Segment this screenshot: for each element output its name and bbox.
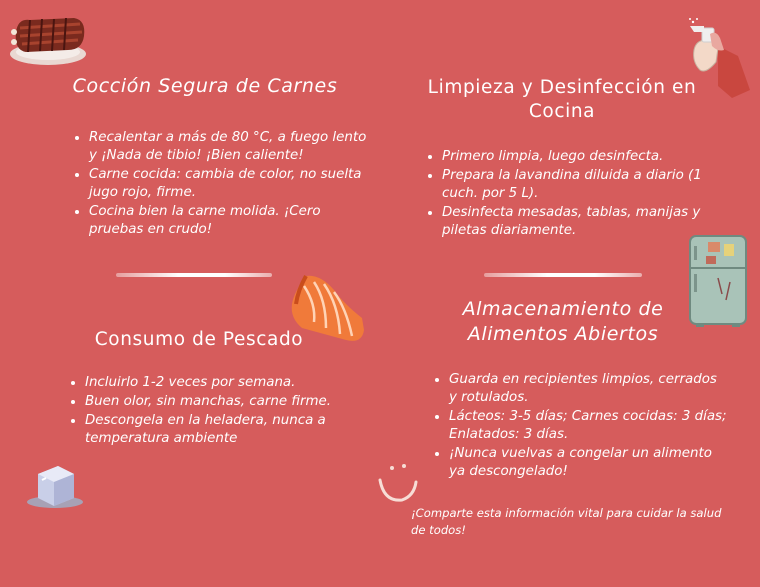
smiley-icon (374, 456, 422, 506)
list-item: • Recalentar a más de 80 °C, a fuego lento y ¡Nada de tibio! ¡Bien caliente! (89, 129, 369, 165)
list-item: • Carne cocida: cambia de color, no suelta jugo rojo, firme. (89, 166, 369, 202)
meat-section-title: Cocción Segura de Carnes (72, 75, 338, 97)
cleaning-list (424, 148, 734, 241)
divider-left (116, 273, 272, 277)
list-item: • Primero limpia, luego desinfecta. (442, 148, 734, 166)
cleaning-section-title: Limpieza y Desinfección en Cocina (427, 77, 697, 123)
divider-right (484, 273, 642, 277)
list-item: • Cocina bien la carne molida. ¡Cero pruebas en crudo! (89, 203, 369, 239)
storage-section-title: Almacenamiento de Alimentos Abiertos (462, 298, 664, 345)
fridge-icon (688, 234, 748, 328)
list-item: • Buen olor, sin manchas, carne firme. (85, 393, 375, 411)
list-item: • Desinfecta mesadas, tablas, manijas y piletas diariamente. (442, 204, 734, 240)
list-item: • Descongela en la heladera, nunca a temperatura ambiente (85, 412, 375, 448)
list-item: • Guarda en recipientes limpios, cerrados y rotulados. (449, 371, 727, 407)
fish-section-title: Consumo de Pescado (94, 329, 304, 350)
list-item: • Lácteos: 3-5 días; Carnes cocidas: 3 días; Enlatados: 3 días. (449, 408, 727, 444)
list-item: • ¡Nunca vuelvas a congelar un alimento ya descongelado! (449, 445, 727, 481)
fish-list (67, 374, 375, 449)
ribs-plate-icon (8, 10, 88, 68)
footer-note: ¡Comparte esta información vital para cuidar la salud de todos! (411, 506, 722, 537)
list-item: • Prepara la lavandina diluida a diario (1 cuch. por 5 L). (442, 167, 734, 203)
list-item: • Incluirlo 1-2 veces por semana. (85, 374, 375, 392)
meat-list (71, 129, 369, 240)
ice-cube-icon (24, 460, 86, 510)
storage-list (431, 371, 727, 482)
